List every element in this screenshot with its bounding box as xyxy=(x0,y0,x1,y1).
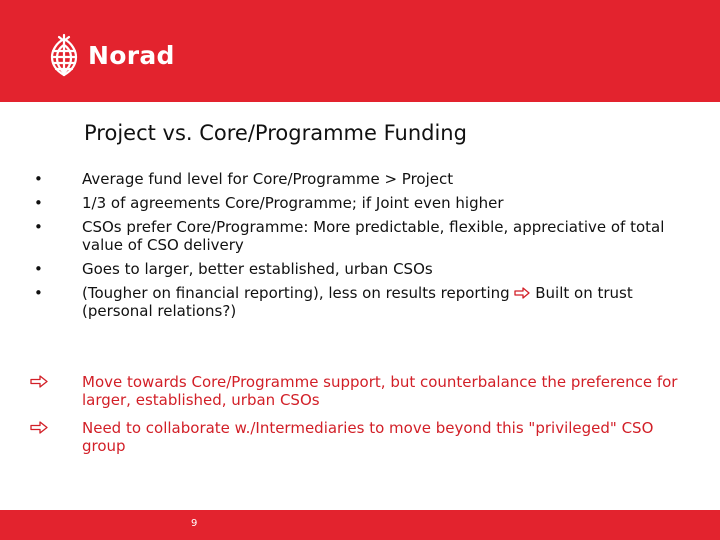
list-item xyxy=(30,260,690,278)
brand-logo xyxy=(48,33,175,77)
bullet-icon: • xyxy=(34,194,43,212)
arrow-right-outline-icon xyxy=(30,375,48,388)
bullet-text: Average fund level for Core/Programme > Project xyxy=(82,170,454,188)
arrow-right-outline-icon xyxy=(514,287,530,299)
slide-title: Project vs. Core/Programme Funding xyxy=(84,121,467,145)
list-item xyxy=(30,373,690,409)
arrow-right-outline-icon xyxy=(30,421,48,434)
list-item xyxy=(30,170,690,188)
list-item xyxy=(30,284,690,320)
bullet-text: CSOs prefer Core/Programme: More predictable, flexible, appreciative of total value of CSO delivery xyxy=(82,218,665,254)
bullet-text: 1/3 of agreements Core/Programme; if Joint even higher xyxy=(82,194,504,212)
bullet-text: (Tougher on financial reporting), less on results reporting xyxy=(82,284,510,302)
bullet-list xyxy=(30,170,690,326)
list-item xyxy=(30,194,690,212)
list-item xyxy=(30,419,690,455)
bullet-icon: • xyxy=(34,218,43,236)
header-bar xyxy=(0,0,720,102)
conclusion-list xyxy=(30,373,690,465)
page-number: 9 xyxy=(191,518,198,529)
bullet-icon: • xyxy=(34,260,43,278)
bullet-icon: • xyxy=(34,284,43,302)
list-item xyxy=(30,218,690,254)
brand-name: Norad xyxy=(88,40,175,70)
conclusion-text: Need to collaborate w./Intermediaries to move beyond this "privileged" CSO group xyxy=(82,419,654,455)
globe-grid-icon xyxy=(48,33,80,77)
bullet-text: Goes to larger, better established, urban CSOs xyxy=(82,260,433,278)
conclusion-text: Move towards Core/Programme support, but counterbalance the preference for larger, established, urban CSOs xyxy=(82,373,678,409)
footer-bar xyxy=(0,510,720,540)
bullet-text: Built on trust (personal relations?) xyxy=(82,284,633,320)
bullet-icon: • xyxy=(34,170,43,188)
